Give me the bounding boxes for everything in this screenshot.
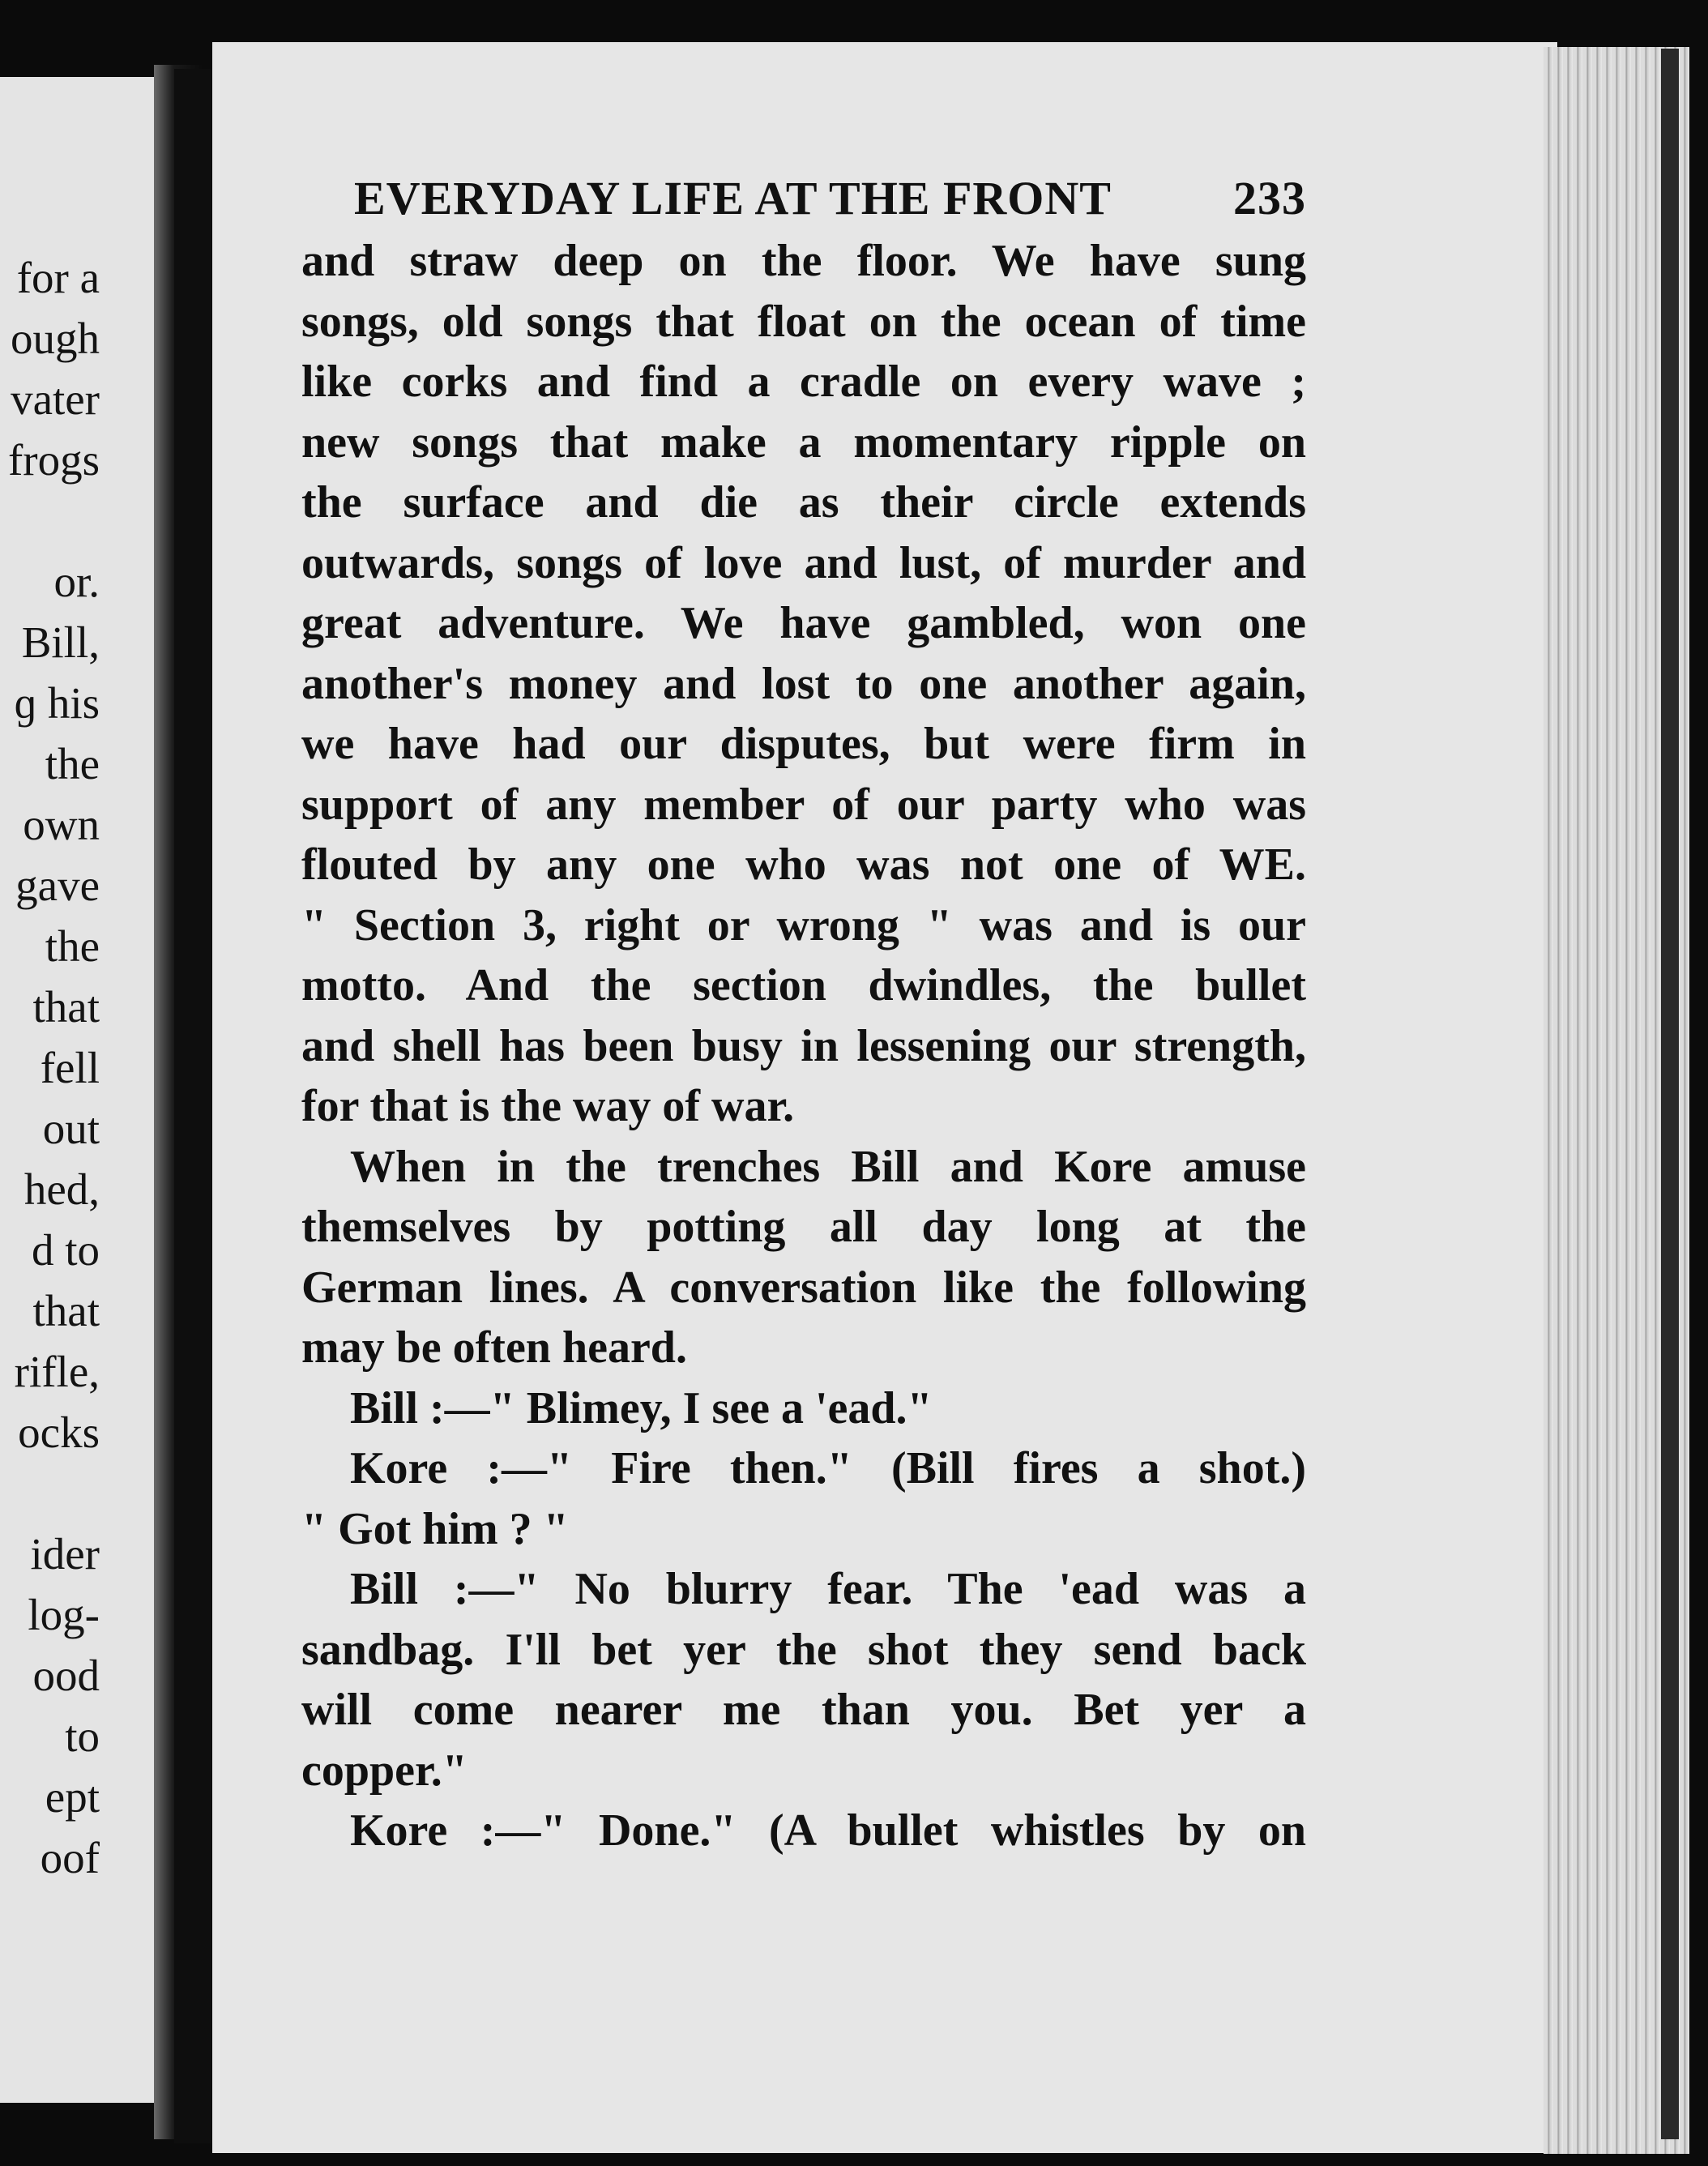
text-line: Bill :—" No blurry fear. The 'ead was a (350, 1564, 1306, 1614)
left-line: out (42, 1104, 100, 1153)
left-line: hed, (23, 1164, 100, 1214)
text-line: Kore :—" Fire then." (Bill fires a shot.) (350, 1443, 1306, 1493)
text-line: like corks and find a cradle on every wave ; (301, 357, 1306, 407)
text-line: songs, old songs that float on the ocean of time (301, 296, 1306, 347)
left-line: frogs (7, 435, 100, 485)
page-text-block (301, 166, 1306, 1861)
text-line: outwards, songs of love and lust, of murder and (301, 537, 1306, 588)
text-line: the surface and die as their circle extends (301, 477, 1306, 528)
text-line: " Section 3, right or wrong " was and is our (301, 899, 1306, 951)
left-line: ocks (18, 1408, 100, 1457)
text-line: German lines. A conversation like the following (301, 1262, 1306, 1313)
left-line: vater (11, 374, 100, 424)
left-line: rifle, (14, 1347, 100, 1396)
text-line: Kore :—" Done." (A bullet whistles by on (350, 1805, 1306, 1856)
running-head (354, 166, 1306, 231)
left-line (0, 1463, 174, 1523)
book-spine (174, 69, 213, 2143)
left-line: ɡ his (14, 678, 100, 728)
text-line: new songs that make a momentary ripple on (301, 417, 1306, 468)
text-line: for that is the way of war. (301, 1081, 795, 1131)
left-line: ough (11, 314, 100, 363)
text-line: and straw deep on the floor. We have sung (301, 236, 1306, 286)
text-line: Bill :—" Blimey, I see a 'ead." (350, 1382, 933, 1433)
text-line: copper." (301, 1745, 468, 1796)
left-line: that (32, 982, 100, 1032)
page-number: 233 (1233, 172, 1306, 224)
left-line: ept (45, 1772, 100, 1822)
left-line: log- (28, 1590, 100, 1639)
text-line: sandbag. I'll bet yer the shot they send back (301, 1624, 1306, 1675)
text-line: support of any member of our party who was (301, 779, 1306, 830)
text-line: flouted by any one who was not one of WE. (301, 839, 1306, 890)
left-line: the (45, 921, 100, 971)
left-line: fell (40, 1043, 100, 1092)
text-line: great adventure. We have gambled, won one (301, 598, 1306, 648)
text-line: may be often heard. (301, 1322, 687, 1373)
text-line: themselves by potting all day long at the (301, 1202, 1306, 1252)
text-line: and shell has been busy in lessening our strength, (301, 1020, 1306, 1071)
left-line: gave (15, 861, 100, 910)
text-line: another's money and lost to one another again, (301, 658, 1306, 709)
left-page (0, 77, 174, 2103)
running-head-title: EVERYDAY LIFE AT THE FRONT (354, 172, 1112, 224)
left-line: the (45, 739, 100, 788)
left-line: that (32, 1286, 100, 1335)
left-line: own (23, 800, 100, 849)
left-line: or. (53, 557, 100, 606)
text-line: When in the trenches Bill and Kore amuse (350, 1141, 1306, 1192)
left-line: d to (31, 1225, 100, 1275)
left-line: to (65, 1711, 100, 1761)
left-line: ood (32, 1651, 100, 1700)
left-line (0, 490, 174, 551)
text-line: " Got him ? " (301, 1503, 569, 1554)
text-line: we have had our disputes, but were firm in (301, 719, 1306, 769)
left-page-text (0, 247, 174, 1888)
text-line: will come nearer me than you. Bet yer a (301, 1685, 1306, 1735)
left-line: ider (30, 1529, 100, 1579)
left-line: for a (16, 253, 100, 302)
left-line: oof (40, 1833, 100, 1882)
left-line: Bill, (21, 617, 100, 667)
text-line: motto. And the section dwindles, the bullet (301, 960, 1306, 1010)
page-edge-shadow (1661, 49, 1679, 2139)
